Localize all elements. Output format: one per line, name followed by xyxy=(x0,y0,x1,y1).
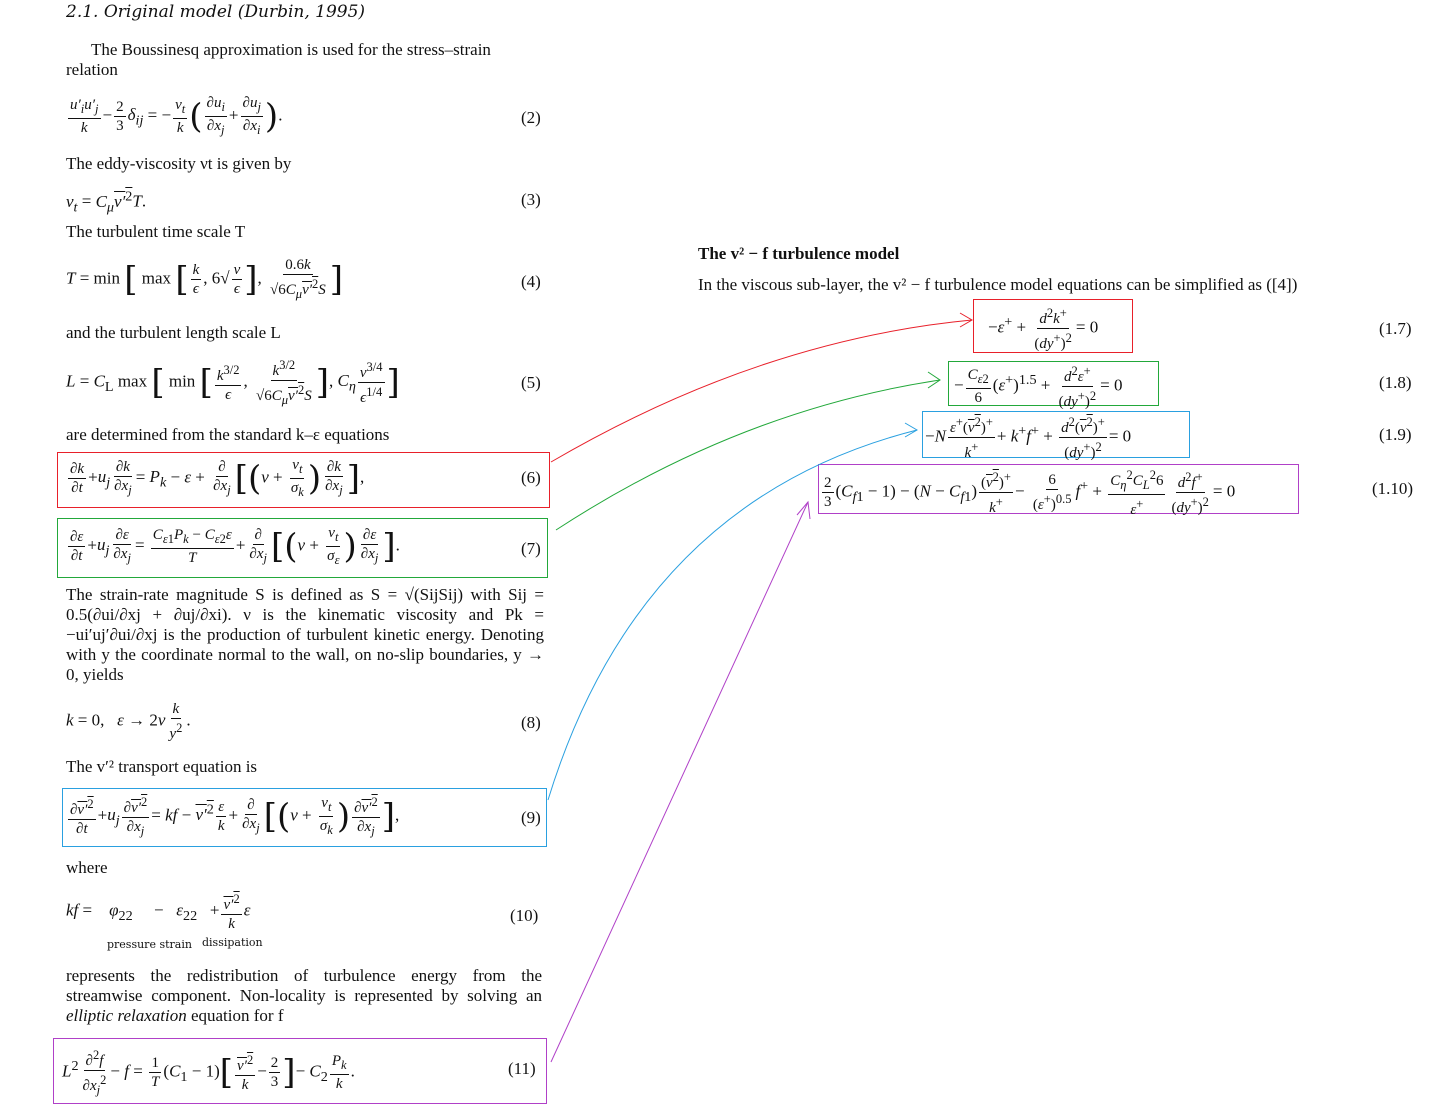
equation-10: kf = $\varphi_{22}$ − $\varepsilon_{22}$ + $\frac{v'^2}{k}$ ε xyxy=(66,892,251,932)
eq-number-8: (8) xyxy=(521,713,541,732)
label-dissipation: dissipation xyxy=(202,936,263,949)
eq-number-3: (3) xyxy=(521,190,541,209)
equation-1-10: $\frac{2}{3}$ $(C_{f1} - 1) - (N - C_{f1})$ $\frac{(v^2)^+}{k^+}$ − $\frac{6}{(\varepsilon^+)^{0.5}}$ f+ + $\frac{C_\eta^2C_L^26}{\varepsilon^+}$ $\frac{d^2f^+}{(dy^+)^2}$ = 0 xyxy=(824,468,1236,518)
right-intro: In the viscous sub-layer, the v² − f turbulence model equations can be simplified as ([4]) xyxy=(698,275,1298,294)
arrow-purple xyxy=(551,502,808,1062)
equation-11: $L^2$ $\frac{\partial^2f}{\partial x_j^2}$ − f = $\frac{1}{T}$ $(C_1 - 1)$[ $\frac{v'^2}{k}$ − $\frac{2}{3}$ ]− $C_2$ $\frac{P_k}{k}$ . xyxy=(62,1048,355,1097)
eq-number-1-10: (1.10) xyxy=(1372,479,1414,498)
equation-2: $\frac{u'_iu'_j}{k}$ − $\frac{2}{3}$ $\delta_{ij}$ = − $\frac{\nu_t}{k}$ ( $\frac{\partial u_i}{\partial x_j}$ + $\frac{\partial u_j}{\partial x_i}$ ). xyxy=(70,95,283,137)
paragraph-strain-rate: The strain-rate magnitude S is defined as S = √(SijSij) with Sij = 0.5(∂ui/∂xj + ∂uj/∂xi). ν is the kinematic viscosity and Pk = −ui′uj′∂ui/∂xj is the production of turbulent kinetic energy. Denoting with y the coordinate normal to the wall, on no-slip boundaries, y → 0, yields xyxy=(66,585,544,684)
eq-number-7: (7) xyxy=(521,539,541,558)
equation-3: $\nu_t = C_\mu v'^2T$. xyxy=(66,188,147,216)
equation-4: T = min [ max [ $\frac{k}{\epsilon}$ , 6√ $\frac{\nu}{\epsilon}$ ], $\frac{0.6k}{√6C_\mu v'^2S}$ ] xyxy=(66,257,344,301)
eq-number-2: (2) xyxy=(521,108,541,127)
eq-number-5: (5) xyxy=(521,373,541,392)
eq-number-11: (11) xyxy=(508,1059,536,1078)
paragraph-redistribution: represents the redistribution of turbulence energy from the streamwise component. Non-locality is represented by solving an elliptic relaxation equation for f xyxy=(66,966,542,1025)
paragraph-time-scale: The turbulent time scale T xyxy=(66,222,246,241)
paragraph-where: where xyxy=(66,858,108,877)
right-title: The v² − f turbulence model xyxy=(698,244,900,263)
eq-number-1-7: (1.7) xyxy=(1379,319,1412,338)
paragraph-eddy-viscosity: The eddy-viscosity νt is given by xyxy=(66,154,292,173)
equation-1-9: −N $\frac{\varepsilon^+(v^2)^+}{k^+}$ + k+f+ + $\frac{d^2(v^2)^+}{(dy^+)^2}$ = 0 xyxy=(925,415,1132,461)
paragraph-k-epsilon: are determined from the standard k–ε equations xyxy=(66,425,390,444)
eq-number-1-9: (1.9) xyxy=(1379,425,1412,444)
arrowhead-purple xyxy=(797,502,810,519)
equation-6: $\frac{\partial k}{\partial t}$ $+u_j$ $\frac{\partial k}{\partial x_j}$ = $P_k - \varepsilon$ + $\frac{\partial}{\partial x_j}$ [(ν + $\frac{\nu_t}{\sigma_k}$ ) $\frac{\partial k}{\partial x_j}$ ], xyxy=(70,457,365,499)
equation-9: $\frac{\partial v'^2}{\partial t}$ $+u_j$ $\frac{\partial v'^2}{\partial x_j}$ = kf − $v'^2$ $\frac{\varepsilon}{k}$ + $\frac{\partial}{\partial x_j}$ [(ν + $\frac{\nu_t}{\sigma_k}$ ) $\frac{\partial v'^2}{\partial x_j}$ ], xyxy=(70,795,400,838)
equation-7: $\frac{\partial\varepsilon}{\partial t}$ $+u_j$ $\frac{\partial\varepsilon}{\partial x_j}$ = $\frac{C_{\varepsilon 1}P_k - C_{\varepsilon 2}\varepsilon}{T}$ + $\frac{\partial}{\partial x_j}$ [(ν + $\frac{\nu_t}{\sigma_\varepsilon}$ ) $\frac{\partial\varepsilon}{\partial x_j}$ ]. xyxy=(70,525,400,567)
equation-5: $L = C_L$ max [ min [ $\frac{k^{3/2}}{\epsilon}$ , $\frac{k^{3/2}}{√6C_\mu v'^2S}$ ], $C_\eta$ $\frac{\nu^{3/4}}{\epsilon^{1/4}}$ ] xyxy=(66,358,400,407)
equation-8: k = 0, ε → 2ν $\frac{k}{y^2}$ . xyxy=(66,701,191,742)
eq-number-6: (6) xyxy=(521,468,541,487)
label-pressure-strain: pressure strain xyxy=(107,938,192,951)
arrow-green xyxy=(556,380,940,530)
arrow-red xyxy=(551,320,972,462)
paragraph-length-scale: and the turbulent length scale L xyxy=(66,323,281,342)
arrow-blue xyxy=(548,430,917,800)
eq-number-9: (9) xyxy=(521,808,541,827)
equation-1-8: − $\frac{C_{\varepsilon 2}}{6}$ $(\varepsilon^+)^{1.5}$ + $\frac{d^2\varepsilon^+}{(dy^+)^2}$ = 0 xyxy=(954,364,1123,410)
section-title: 2.1. Original model (Durbin, 1995) xyxy=(66,2,366,22)
paragraph-v2-transport: The v′² transport equation is xyxy=(66,757,258,776)
paragraph-boussinesq: The Boussinesq approximation is used for the stress–strain relation xyxy=(66,40,491,79)
eq-number-10: (10) xyxy=(510,906,539,925)
equation-1-7: −ε+ + $\frac{d^2k^+}{(dy^+)^2}$ = 0 xyxy=(988,306,1099,352)
eq-number-4: (4) xyxy=(521,272,541,291)
eq-number-1-8: (1.8) xyxy=(1379,373,1412,392)
